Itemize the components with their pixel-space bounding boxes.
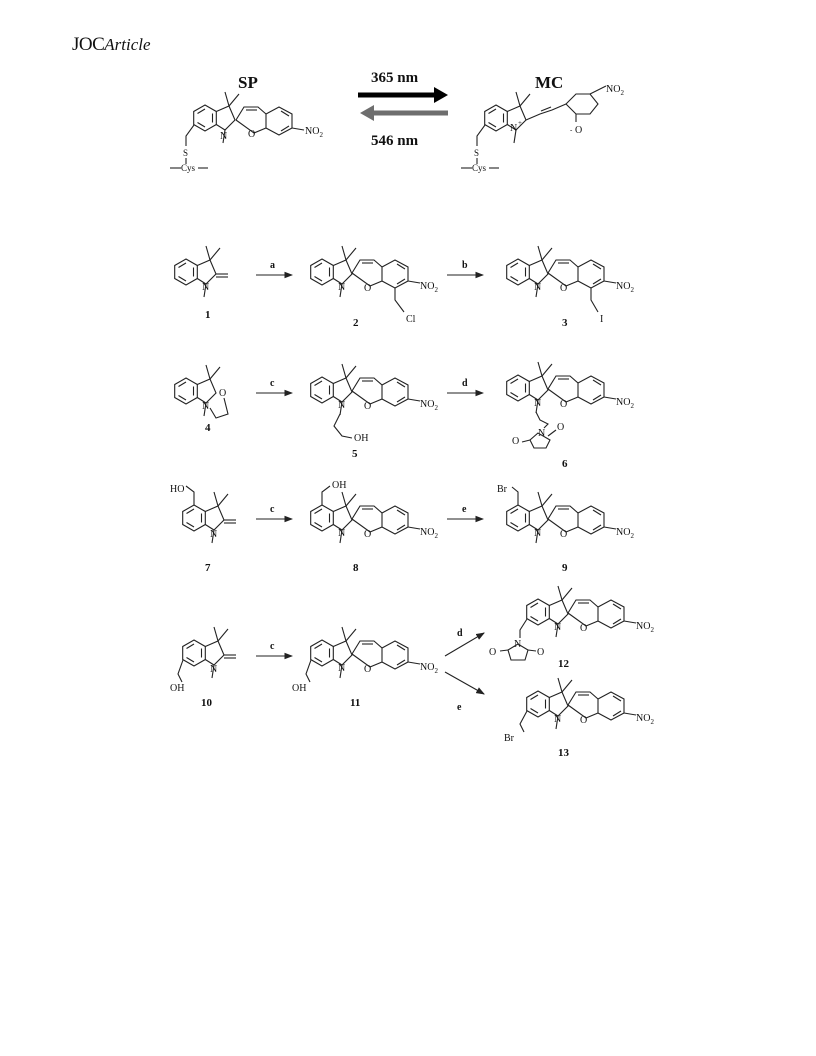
compound-9-structure — [497, 484, 634, 543]
compound-9-br: Br — [497, 484, 507, 495]
compound-8-structure — [311, 480, 439, 543]
sp-indoline-ring — [194, 92, 239, 143]
compound-1-label: 1 — [205, 309, 211, 321]
reagent-c-row4: c — [270, 641, 275, 652]
compound-6-o1: O — [557, 422, 565, 433]
compound-4-o: O — [219, 388, 227, 399]
compound-12-structure — [489, 586, 654, 660]
compound-8-n: N — [338, 528, 346, 539]
mc-linker-bond — [477, 125, 485, 146]
compound-7-ho: HO — [170, 484, 185, 495]
compound-6-nitro: $NO_2$ — [616, 397, 634, 410]
compound-13-structure — [504, 678, 654, 744]
compound-13-n: N — [554, 714, 562, 725]
compound-12-o1: O — [537, 647, 545, 658]
compound-4-structure — [175, 365, 228, 418]
compound-6-o2: O — [512, 436, 520, 447]
compound-10-label: 10 — [201, 697, 212, 709]
compound-8-label: 8 — [353, 562, 359, 574]
compound-10-structure — [170, 627, 236, 694]
mc-cys-label: Cys — [472, 163, 487, 173]
compound-1-structure — [175, 246, 220, 297]
compound-6-o: O — [560, 399, 568, 410]
compound-3-nitro: $NO_2$ — [616, 281, 634, 294]
compound-5-label: 5 — [352, 448, 358, 460]
sp-n-atom: N — [220, 131, 228, 142]
compound-9-nitro: $NO_2$ — [616, 527, 634, 540]
compound-13-label: 13 — [558, 747, 569, 759]
sp-cys-label: Cys — [181, 163, 196, 173]
mc-phenolate-ring — [566, 94, 598, 114]
reagent-d-row4: d — [457, 628, 463, 639]
reagent-d-row2: d — [462, 378, 468, 389]
compound-12-nitro: $NO_2$ — [636, 621, 654, 634]
sp-nitro-group: $NO_2$ — [305, 126, 323, 139]
compound-8-oh: OH — [332, 480, 347, 491]
sp-sulfur-atom: S — [183, 148, 189, 158]
compound-7-n: N — [210, 529, 218, 540]
reagent-c-row3: c — [270, 504, 275, 515]
article-type: Article — [104, 35, 151, 54]
compound-10-n: N — [210, 664, 218, 675]
scheme-row-1 — [175, 246, 635, 329]
compound-9-label: 9 — [562, 562, 568, 574]
compound-12-n: N — [554, 622, 562, 633]
reagent-a: a — [270, 260, 275, 271]
compound-1-n: N — [202, 282, 210, 293]
compound-10-oh: OH — [170, 683, 185, 694]
compound-2-cl: Cl — [406, 314, 416, 325]
compound-6-label: 6 — [562, 458, 568, 470]
compound-11-nitro: $NO_2$ — [420, 662, 438, 675]
compound-6-maleimide-n: N — [538, 428, 546, 439]
compound-12-o2: O — [489, 647, 497, 658]
reagent-e-row3: e — [462, 504, 467, 515]
compound-2-label: 2 — [353, 317, 359, 329]
compound-2-structure — [311, 246, 439, 325]
compound-3-n: N — [534, 282, 542, 293]
arrow-d-row4 — [445, 633, 484, 656]
mc-vinyl-bridge — [526, 104, 566, 120]
reagent-e-row4: e — [457, 702, 462, 713]
compound-2-o: O — [364, 283, 372, 294]
scheme-row-2 — [175, 362, 635, 470]
mc-negative-charge: - — [570, 126, 573, 134]
reagent-b: b — [462, 260, 468, 271]
compound-9-o: O — [560, 529, 568, 540]
reverse-wavelength: 546 nm — [371, 133, 419, 149]
journal-abbreviation: JOC — [72, 34, 105, 55]
compound-3-structure — [507, 246, 635, 325]
compound-5-nitro: $NO_2$ — [420, 399, 438, 412]
sp-label: SP — [238, 73, 258, 92]
scheme-row-4 — [170, 586, 654, 759]
sp-mc-switch — [170, 70, 624, 173]
compound-5-n: N — [338, 400, 346, 411]
sp-structure — [170, 92, 323, 173]
arrow-e-row4 — [445, 672, 484, 694]
compound-12-label: 12 — [558, 658, 569, 670]
compound-3-i: I — [600, 314, 604, 325]
mc-structure — [461, 84, 624, 173]
mc-sulfur-atom: S — [474, 148, 480, 158]
forward-wavelength: 365 nm — [371, 70, 419, 86]
compound-3-label: 3 — [562, 317, 568, 329]
compound-13-br: Br — [504, 733, 514, 744]
compound-11-o: O — [364, 664, 372, 675]
mc-nitro-group: $NO_2$ — [606, 84, 624, 97]
compound-3-o: O — [560, 283, 568, 294]
compound-12-o: O — [580, 623, 588, 634]
compound-5-oh: OH — [354, 433, 369, 444]
sp-pyran-ring — [236, 107, 304, 135]
compound-13-nitro: $NO_2$ — [636, 713, 654, 726]
compound-9-n: N — [534, 528, 542, 539]
compound-2-n: N — [338, 282, 346, 293]
compound-8-o: O — [364, 529, 372, 540]
compound-4-n: N — [202, 401, 210, 412]
scheme-row-3 — [170, 480, 634, 574]
mc-label: MC — [535, 73, 564, 92]
compound-11-oh: OH — [292, 683, 307, 694]
compound-2-nitro: $NO_2$ — [420, 281, 438, 294]
compound-12-maleimide-n: N — [514, 639, 522, 650]
compound-6-n: N — [534, 398, 542, 409]
compound-7-label: 7 — [205, 562, 211, 574]
compound-8-nitro: $NO_2$ — [420, 527, 438, 540]
compound-11-n: N — [338, 663, 346, 674]
mc-indoline-ring — [485, 92, 530, 143]
compound-11-structure — [292, 627, 438, 694]
compound-6-structure — [507, 362, 635, 448]
reagent-c-row2: c — [270, 378, 275, 389]
compound-5-structure — [311, 364, 439, 444]
mc-o-atom: O — [575, 125, 583, 136]
compound-11-label: 11 — [350, 697, 361, 709]
compound-7-structure — [170, 484, 236, 543]
sp-o-atom: O — [248, 129, 256, 140]
compound-13-o: O — [580, 715, 588, 726]
compound-5-o: O — [364, 401, 372, 412]
mc-n-atom: N — [510, 123, 518, 134]
sp-linker-bond — [186, 125, 194, 146]
compound-4-label: 4 — [205, 422, 211, 434]
mc-positive-charge: + — [518, 119, 522, 127]
